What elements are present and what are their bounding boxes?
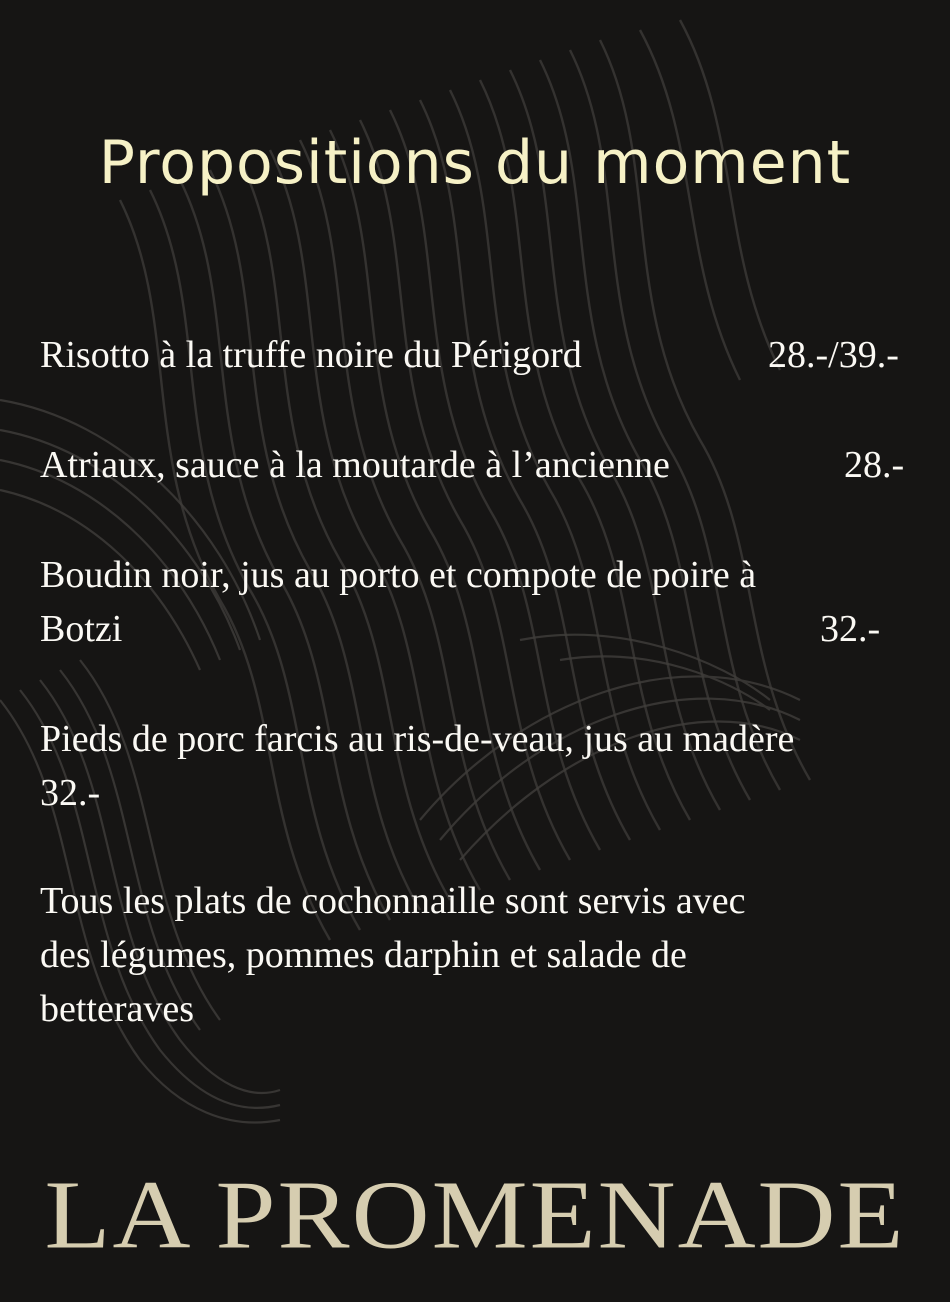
menu-item-line-1: [40, 548, 920, 602]
menu-item-price: 32.-: [820, 608, 881, 650]
brand-logo: LA PROMENADE: [44, 1161, 906, 1269]
menu-item-line-2: [40, 766, 920, 820]
menu-note-line: betteraves: [40, 988, 195, 1030]
menu-item-name: Atriaux, sauce à la moutarde à l’ancienne: [40, 444, 670, 486]
menu-note: [40, 874, 920, 1036]
menu-item-name-continued: Botzi: [40, 608, 123, 650]
menu-note-line: des légumes, pommes darphin et salade de: [40, 934, 687, 976]
menu-title: Propositions du moment: [98, 128, 852, 198]
menu-note-line: Tous les plats de cochonnaille sont servis avec: [40, 880, 746, 922]
menu-item-line-2: [40, 602, 920, 656]
menu-item-name: Pieds de porc farcis au ris-de-veau, jus au madère: [40, 718, 795, 760]
menu-item-name: Boudin noir, jus au porto et compote de poire à: [40, 554, 757, 596]
menu-item-price: 28.-/39.-: [768, 334, 899, 376]
menu-item-price: 28.-: [844, 444, 905, 486]
menu-item-line-1: [40, 712, 920, 766]
menu-item: [40, 328, 920, 382]
menu-item-name: Risotto à la truffe noire du Périgord: [40, 334, 582, 376]
menu-list: [40, 328, 920, 1036]
menu-item-price: 32.-: [40, 772, 101, 814]
menu-item: [40, 438, 920, 492]
